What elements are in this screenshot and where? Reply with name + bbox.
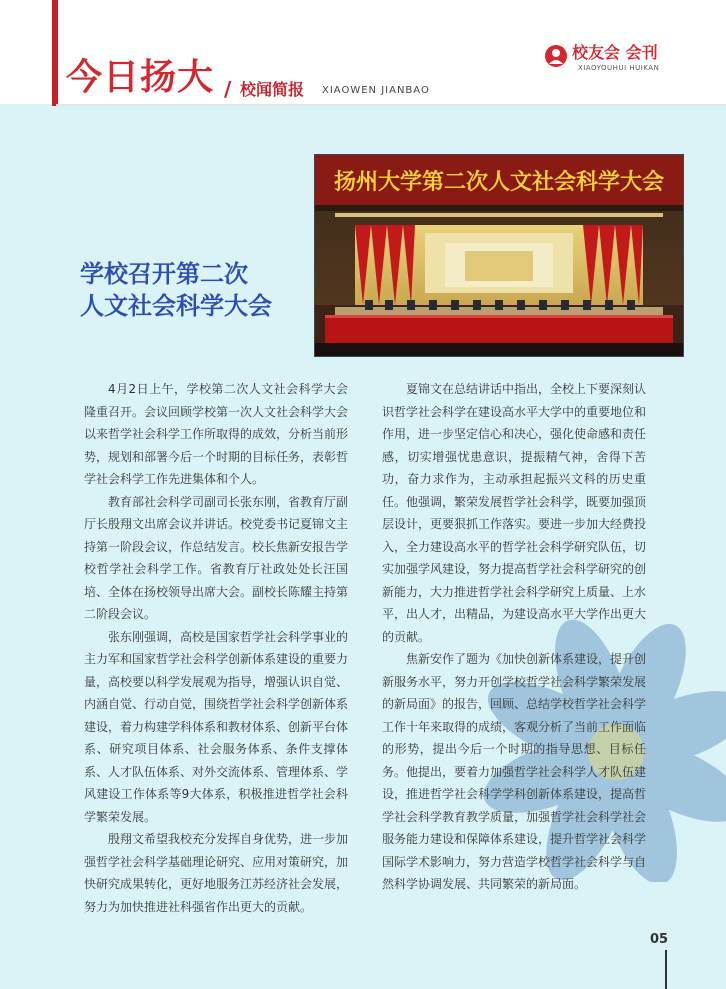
article-column-left <box>84 378 348 918</box>
page-number-rule <box>665 950 667 989</box>
article-paragraph: 焦新安作了题为《加快创新体系建设，提升创新服务水平，努力开创学校哲学社会科学繁荣发展的新局面》的报告，回顾、总结学校哲学社会科学工作十年来取得的成绩，客观分析了当前工作面临的形势，提出今后一个时期的指导思想、目标任务。他提出，要着力加强哲学社会科学人才队伍建设，推进哲学社会科学学科创新体系建设，提高哲学社会科学教育教学质量，加强哲学社会科学社会服务能力建设和保障体系建设，提升哲学社会科学国际学术影响力，努力营造学校哲学社会科学与自然科学协调发展、共同繁荣的新局面。 <box>382 652 647 891</box>
article-paragraph: 夏锦文在总结讲话中指出，全校上下要深刻认识哲学社会科学在建设高水平大学中的重要地位和作用，进一步坚定信心和决心，强化使命感和责任感，切实增强忧患意识，提振精气神，舍得下苦功，奋力求作为，主动承担起振兴文科的历史重任。他强调，繁荣发展哲学社会科学，既要加强顶层设计，更要狠抓工作落实。要进一步加大经费投入，全力建设高水平的哲学社会科学研究队伍，切实加强学风建设，努力提高哲学社会科学研究的创新能力，大力推进哲学社会科学研究上质量、上水平，出人才，出精品，为建设高水平大学作出更大的贡献。 <box>382 382 647 644</box>
conference-photo <box>314 154 684 357</box>
article-title-line: 学校召开第二次 <box>80 259 248 288</box>
article-paragraph: 殷翔文希望我校充分发挥自身优势，进一步加强哲学社会科学基础理论研究、应用对策研究，加快研究成果转化，更好地服务江苏经济社会发展，努力为加快推进社科强省作出更大的贡献。 <box>84 832 349 914</box>
header-divider <box>56 104 726 106</box>
page-number: 05 <box>650 932 669 947</box>
section-slash: / <box>224 77 232 101</box>
article-title <box>80 258 272 322</box>
logo-text: 校友会 会刊 <box>572 43 658 62</box>
section-pinyin: XIAOWEN JIANBAO <box>322 85 430 96</box>
article-title-line: 人文社会科学大会 <box>80 291 272 320</box>
alumni-logo-icon <box>544 44 568 68</box>
header-red-bar <box>52 0 58 106</box>
logo-subtext: XIAOYOUHUI HUIKAN <box>578 64 660 72</box>
article-paragraph: 4月2日上午，学校第二次人文社会科学大会隆重召开。会议回顾学校第一次人文社会科学大会以来哲学社会科学工作所取得的成效，分析当前形势，规划和部署今后一个时期的目标任务，表彰哲学社会科学工作先进集体和个人。 <box>84 382 349 486</box>
article-paragraph: 教育部社会科学司副司长张东刚，省教育厅副厅长殷翔文出席会议并讲话。校党委书记夏锦文主持第一阶段会议，作总结发言。校长焦新安报告学校哲学社会科学工作。省教育厅社政处处长汪国培、全体在扬校领导出席大会。副校长陈耀主持第二阶段会议。 <box>84 494 349 621</box>
photo-banner: 扬州大学第二次人文社会科学大会 <box>333 170 665 195</box>
article-paragraph: 张东刚强调，高校是国家哲学社会科学事业的主力军和国家哲学社会科学创新体系建设的重要力量，高校要以科学发展观为指导，增强认识自觉、内涵自觉、行动自觉，围绕哲学社会科学创新体系建设，着力构建学科体系和教材体系、创新平台体系、研究项目体系、社会服务体系、条件支撑体系、人才队伍体系、对外交流体系、管理体系、学风建设工作体系等9大体系，积极推进哲学社会科学繁荣发展。 <box>84 629 349 824</box>
section-subtitle: 校闻简报 <box>240 80 305 99</box>
article-column-right <box>382 378 646 896</box>
conference-stage-illustration <box>315 155 683 356</box>
section-title: 今日扬大 <box>66 57 215 98</box>
